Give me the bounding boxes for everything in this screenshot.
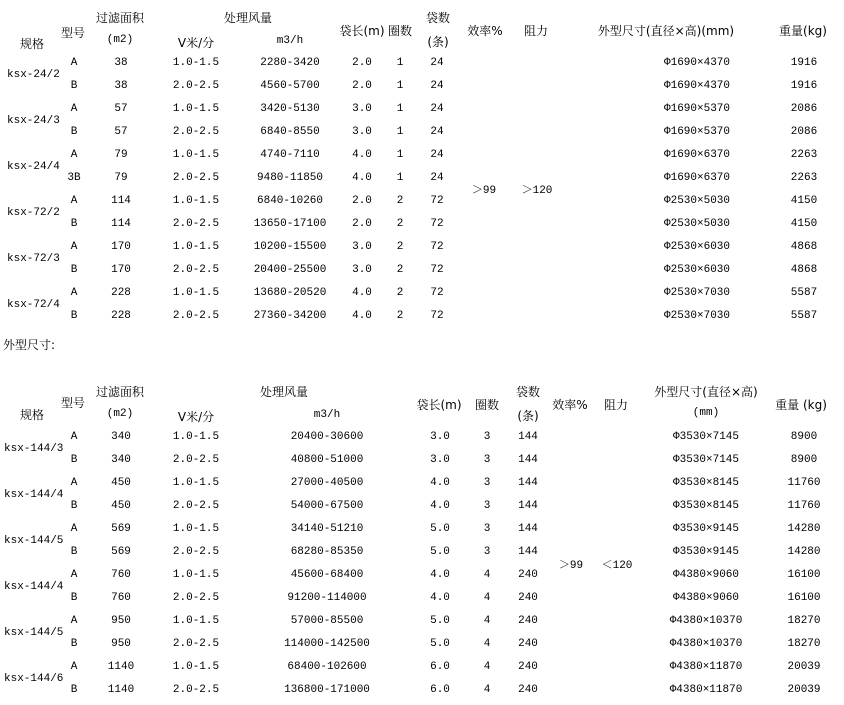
header-bag-count: 袋数 bbox=[515, 385, 541, 399]
bag-count-cell: 24 bbox=[430, 57, 444, 69]
bag-length-cell: 5.0 bbox=[430, 638, 450, 650]
bag-count-cell: 144 bbox=[518, 454, 538, 466]
model-cell: A bbox=[70, 431, 78, 443]
bag-count-cell: 72 bbox=[430, 264, 444, 276]
bag-count-cell: 24 bbox=[430, 126, 444, 138]
bag-length-cell: 3.0 bbox=[352, 264, 372, 276]
dimensions-cell: Φ3530×8145 bbox=[672, 477, 740, 489]
header-bag-length: 袋长(m) bbox=[339, 24, 385, 38]
header-bag-count-unit: (条) bbox=[517, 409, 539, 423]
velocity-cell: 2.0-2.5 bbox=[172, 218, 220, 230]
filter-area-cell: 450 bbox=[111, 477, 131, 489]
model-cell: B bbox=[70, 218, 78, 230]
weight-cell: 20039 bbox=[787, 661, 821, 673]
bag-count-cell: 24 bbox=[430, 103, 444, 115]
airflow-cell: 20400-30600 bbox=[290, 431, 364, 443]
header-velocity: V米/分 bbox=[177, 36, 215, 50]
header-rings: 圈数 bbox=[474, 398, 500, 412]
header-efficiency: 效率% bbox=[552, 398, 588, 412]
dimensions-cell: Φ3530×9145 bbox=[672, 523, 740, 535]
header-filter-area-unit: (m2) bbox=[106, 34, 134, 46]
weight-cell: 14280 bbox=[787, 546, 821, 558]
weight-cell: 14280 bbox=[787, 523, 821, 535]
airflow-cell: 9480-11850 bbox=[256, 172, 324, 184]
filter-area-cell: 760 bbox=[111, 592, 131, 604]
airflow-cell: 114000-142500 bbox=[284, 638, 370, 650]
airflow-cell: 13680-20520 bbox=[253, 287, 327, 299]
filter-area-cell: 114 bbox=[111, 218, 131, 230]
bag-length-cell: 5.0 bbox=[430, 523, 450, 535]
weight-cell: 2263 bbox=[790, 172, 818, 184]
velocity-cell: 2.0-2.5 bbox=[172, 454, 220, 466]
rings-cell: 2 bbox=[396, 218, 404, 230]
weight-cell: 5587 bbox=[790, 310, 818, 322]
model-cell: B bbox=[70, 546, 78, 558]
model-cell: B bbox=[70, 500, 78, 512]
header-weight: 重量 (kg) bbox=[775, 398, 827, 412]
rings-cell: 4 bbox=[483, 638, 491, 650]
airflow-cell: 20400-25500 bbox=[253, 264, 327, 276]
bag-length-cell: 4.0 bbox=[352, 149, 372, 161]
spec-label: ksx-72/4 bbox=[7, 298, 60, 311]
airflow-cell: 27000-40500 bbox=[290, 477, 364, 489]
header-airflow-unit: m3/h bbox=[276, 35, 304, 47]
rings-cell: 1 bbox=[396, 57, 404, 69]
airflow-cell: 136800-171000 bbox=[284, 684, 370, 696]
rings-cell: 3 bbox=[483, 431, 491, 443]
velocity-cell: 1.0-1.5 bbox=[172, 431, 220, 443]
weight-cell: 4868 bbox=[790, 264, 818, 276]
header-bag-length: 袋长(m) bbox=[416, 398, 462, 412]
header-bag-count: 袋数 bbox=[425, 11, 451, 25]
velocity-cell: 2.0-2.5 bbox=[172, 264, 220, 276]
dimensions-cell: Φ3530×7145 bbox=[672, 454, 740, 466]
model-cell: A bbox=[70, 477, 78, 489]
model-cell: B bbox=[70, 684, 78, 696]
velocity-cell: 1.0-1.5 bbox=[172, 287, 220, 299]
bag-length-cell: 2.0 bbox=[352, 80, 372, 92]
weight-cell: 16100 bbox=[787, 569, 821, 581]
filter-area-cell: 228 bbox=[111, 287, 131, 299]
model-cell: A bbox=[70, 103, 78, 115]
dimensions-cell: Φ1690×5370 bbox=[663, 103, 731, 115]
rings-cell: 2 bbox=[396, 264, 404, 276]
rings-cell: 4 bbox=[483, 615, 491, 627]
weight-cell: 2086 bbox=[790, 103, 818, 115]
weight-cell: 16100 bbox=[787, 592, 821, 604]
bag-length-cell: 2.0 bbox=[352, 195, 372, 207]
bag-count-cell: 144 bbox=[518, 523, 538, 535]
bag-count-cell: 24 bbox=[430, 80, 444, 92]
bag-length-cell: 5.0 bbox=[430, 546, 450, 558]
airflow-cell: 6840-10260 bbox=[256, 195, 324, 207]
dimensions-cell: Φ4380×9060 bbox=[672, 569, 740, 581]
model-cell: B bbox=[70, 264, 78, 276]
dimensions-cell: Φ1690×5370 bbox=[663, 126, 731, 138]
filter-area-cell: 1140 bbox=[107, 661, 135, 673]
bag-length-cell: 4.0 bbox=[430, 500, 450, 512]
airflow-cell: 3420-5130 bbox=[260, 103, 320, 115]
model-cell: A bbox=[70, 195, 78, 207]
velocity-cell: 2.0-2.5 bbox=[172, 638, 220, 650]
filter-area-cell: 79 bbox=[114, 172, 128, 184]
weight-cell: 11760 bbox=[787, 477, 821, 489]
dimensions-cell: Φ4380×11870 bbox=[669, 661, 743, 673]
bag-count-cell: 72 bbox=[430, 195, 444, 207]
model-cell: A bbox=[70, 523, 78, 535]
bag-length-cell: 6.0 bbox=[430, 661, 450, 673]
airflow-cell: 6840-8550 bbox=[260, 126, 320, 138]
filter-area-cell: 340 bbox=[111, 431, 131, 443]
filter-area-cell: 114 bbox=[111, 195, 131, 207]
dimensions-cell: Φ1690×4370 bbox=[663, 57, 731, 69]
rings-cell: 2 bbox=[396, 287, 404, 299]
efficiency-value: ＞99 bbox=[558, 560, 584, 572]
bag-length-cell: 4.0 bbox=[430, 592, 450, 604]
bag-length-cell: 4.0 bbox=[352, 310, 372, 322]
model-cell: B bbox=[70, 592, 78, 604]
header-filter-area: 过滤面积 bbox=[95, 11, 145, 25]
dimensions-cell: Φ2530×7030 bbox=[663, 310, 731, 322]
airflow-cell: 57000-85500 bbox=[290, 615, 364, 627]
weight-cell: 1916 bbox=[790, 57, 818, 69]
rings-cell: 4 bbox=[483, 592, 491, 604]
weight-cell: 11760 bbox=[787, 500, 821, 512]
filter-area-cell: 950 bbox=[111, 638, 131, 650]
filter-area-cell: 450 bbox=[111, 500, 131, 512]
bag-length-cell: 3.0 bbox=[352, 241, 372, 253]
rings-cell: 1 bbox=[396, 149, 404, 161]
bag-count-cell: 240 bbox=[518, 615, 538, 627]
model-cell: A bbox=[70, 615, 78, 627]
header-bag-count-unit: (条) bbox=[427, 35, 449, 49]
velocity-cell: 1.0-1.5 bbox=[172, 477, 220, 489]
model-cell: B bbox=[70, 454, 78, 466]
resistance-value: ＞120 bbox=[521, 185, 553, 197]
header-velocity: V米/分 bbox=[177, 410, 215, 424]
spec-label: ksx-72/2 bbox=[7, 206, 60, 219]
weight-cell: 20039 bbox=[787, 684, 821, 696]
airflow-cell: 40800-51000 bbox=[290, 454, 364, 466]
model-cell: A bbox=[70, 57, 78, 69]
header-efficiency: 效率% bbox=[467, 24, 503, 38]
velocity-cell: 2.0-2.5 bbox=[172, 126, 220, 138]
filter-area-cell: 170 bbox=[111, 241, 131, 253]
dimensions-cell: Φ4380×11870 bbox=[669, 684, 743, 696]
airflow-cell: 68400-102600 bbox=[287, 661, 367, 673]
spec-label: ksx-144/4 bbox=[4, 580, 64, 593]
rings-cell: 3 bbox=[483, 477, 491, 489]
spec-label: ksx-144/4 bbox=[4, 488, 64, 501]
velocity-cell: 1.0-1.5 bbox=[172, 103, 220, 115]
header-airflow: 处理风量 bbox=[259, 385, 309, 399]
filter-area-cell: 569 bbox=[111, 546, 131, 558]
dimensions-cell: Φ1690×4370 bbox=[663, 80, 731, 92]
filter-area-cell: 38 bbox=[114, 57, 128, 69]
model-cell: A bbox=[70, 661, 78, 673]
rings-cell: 4 bbox=[483, 569, 491, 581]
weight-cell: 1916 bbox=[790, 80, 818, 92]
filter-area-cell: 228 bbox=[111, 310, 131, 322]
rings-cell: 1 bbox=[396, 172, 404, 184]
bag-length-cell: 4.0 bbox=[430, 569, 450, 581]
spec-label: ksx-24/3 bbox=[7, 114, 60, 127]
airflow-cell: 45600-68400 bbox=[290, 569, 364, 581]
model-cell: 3B bbox=[67, 172, 81, 184]
velocity-cell: 1.0-1.5 bbox=[172, 241, 220, 253]
spec-label: ksx-144/3 bbox=[4, 442, 64, 455]
header-airflow: 处理风量 bbox=[223, 11, 273, 25]
airflow-cell: 2280-3420 bbox=[260, 57, 320, 69]
weight-cell: 5587 bbox=[790, 287, 818, 299]
header-resistance: 阻力 bbox=[523, 24, 549, 38]
velocity-cell: 2.0-2.5 bbox=[172, 80, 220, 92]
dimensions-cell: Φ4380×10370 bbox=[669, 638, 743, 650]
model-cell: B bbox=[70, 638, 78, 650]
weight-cell: 4150 bbox=[790, 218, 818, 230]
bag-length-cell: 3.0 bbox=[430, 431, 450, 443]
header-model: 型号 bbox=[60, 396, 86, 410]
header-weight: 重量(kg) bbox=[779, 24, 827, 38]
bag-length-cell: 4.0 bbox=[430, 477, 450, 489]
spec-label: ksx-144/6 bbox=[4, 672, 64, 685]
airflow-cell: 13650-17100 bbox=[253, 218, 327, 230]
header-resistance: 阻力 bbox=[603, 398, 629, 412]
rings-cell: 1 bbox=[396, 103, 404, 115]
model-cell: A bbox=[70, 569, 78, 581]
rings-cell: 2 bbox=[396, 241, 404, 253]
velocity-cell: 1.0-1.5 bbox=[172, 569, 220, 581]
rings-cell: 3 bbox=[483, 523, 491, 535]
airflow-cell: 10200-15500 bbox=[253, 241, 327, 253]
bag-count-cell: 144 bbox=[518, 431, 538, 443]
header-filter-area: 过滤面积 bbox=[95, 385, 145, 399]
dimensions-cell: Φ2530×6030 bbox=[663, 241, 731, 253]
spec-label: ksx-24/2 bbox=[7, 68, 60, 81]
rings-cell: 1 bbox=[396, 80, 404, 92]
weight-cell: 2263 bbox=[790, 149, 818, 161]
bag-count-cell: 240 bbox=[518, 684, 538, 696]
rings-cell: 3 bbox=[483, 454, 491, 466]
velocity-cell: 2.0-2.5 bbox=[172, 546, 220, 558]
bag-length-cell: 4.0 bbox=[352, 172, 372, 184]
section-label-dimensions: 外型尺寸: bbox=[3, 338, 56, 352]
model-cell: A bbox=[70, 241, 78, 253]
weight-cell: 18270 bbox=[787, 638, 821, 650]
bag-count-cell: 240 bbox=[518, 569, 538, 581]
dimensions-cell: Φ2530×6030 bbox=[663, 264, 731, 276]
header-rings: 圈数 bbox=[387, 24, 413, 38]
dimensions-cell: Φ3530×7145 bbox=[672, 431, 740, 443]
bag-length-cell: 2.0 bbox=[352, 57, 372, 69]
bag-count-cell: 72 bbox=[430, 287, 444, 299]
filter-area-cell: 569 bbox=[111, 523, 131, 535]
weight-cell: 8900 bbox=[790, 454, 818, 466]
spec-label: ksx-144/5 bbox=[4, 626, 64, 639]
header-dimensions-unit: (mm) bbox=[692, 407, 720, 419]
bag-length-cell: 3.0 bbox=[430, 454, 450, 466]
header-dimensions: 外型尺寸(直径×高) bbox=[654, 385, 758, 399]
bag-length-cell: 2.0 bbox=[352, 218, 372, 230]
bag-length-cell: 3.0 bbox=[352, 103, 372, 115]
bag-count-cell: 72 bbox=[430, 218, 444, 230]
velocity-cell: 1.0-1.5 bbox=[172, 523, 220, 535]
weight-cell: 4868 bbox=[790, 241, 818, 253]
bag-count-cell: 144 bbox=[518, 546, 538, 558]
efficiency-value: ＞99 bbox=[471, 185, 497, 197]
dimensions-cell: Φ2530×7030 bbox=[663, 287, 731, 299]
model-cell: A bbox=[70, 287, 78, 299]
filter-area-cell: 950 bbox=[111, 615, 131, 627]
dimensions-cell: Φ4380×9060 bbox=[672, 592, 740, 604]
spec-label: ksx-24/4 bbox=[7, 160, 60, 173]
bag-count-cell: 72 bbox=[430, 310, 444, 322]
airflow-cell: 4560-5700 bbox=[260, 80, 320, 92]
filter-area-cell: 340 bbox=[111, 454, 131, 466]
bag-count-cell: 24 bbox=[430, 172, 444, 184]
weight-cell: 2086 bbox=[790, 126, 818, 138]
velocity-cell: 1.0-1.5 bbox=[172, 195, 220, 207]
bag-length-cell: 5.0 bbox=[430, 615, 450, 627]
filter-area-cell: 1140 bbox=[107, 684, 135, 696]
airflow-cell: 54000-67500 bbox=[290, 500, 364, 512]
weight-cell: 18270 bbox=[787, 615, 821, 627]
bag-count-cell: 240 bbox=[518, 592, 538, 604]
model-cell: B bbox=[70, 126, 78, 138]
bag-length-cell: 3.0 bbox=[352, 126, 372, 138]
dimensions-cell: Φ3530×9145 bbox=[672, 546, 740, 558]
bag-count-cell: 240 bbox=[518, 661, 538, 673]
dimensions-cell: Φ1690×6370 bbox=[663, 149, 731, 161]
dimensions-cell: Φ1690×6370 bbox=[663, 172, 731, 184]
rings-cell: 4 bbox=[483, 661, 491, 673]
velocity-cell: 2.0-2.5 bbox=[172, 592, 220, 604]
rings-cell: 2 bbox=[396, 310, 404, 322]
velocity-cell: 1.0-1.5 bbox=[172, 57, 220, 69]
bag-length-cell: 6.0 bbox=[430, 684, 450, 696]
filter-area-cell: 38 bbox=[114, 80, 128, 92]
filter-area-cell: 760 bbox=[111, 569, 131, 581]
model-cell: B bbox=[70, 80, 78, 92]
bag-count-cell: 144 bbox=[518, 500, 538, 512]
velocity-cell: 2.0-2.5 bbox=[172, 310, 220, 322]
filter-area-cell: 79 bbox=[114, 149, 128, 161]
dimensions-cell: Φ3530×8145 bbox=[672, 500, 740, 512]
velocity-cell: 1.0-1.5 bbox=[172, 149, 220, 161]
rings-cell: 2 bbox=[396, 195, 404, 207]
velocity-cell: 2.0-2.5 bbox=[172, 172, 220, 184]
velocity-cell: 2.0-2.5 bbox=[172, 500, 220, 512]
dimensions-cell: Φ2530×5030 bbox=[663, 218, 731, 230]
bag-count-cell: 144 bbox=[518, 477, 538, 489]
airflow-cell: 34140-51210 bbox=[290, 523, 364, 535]
velocity-cell: 1.0-1.5 bbox=[172, 661, 220, 673]
filter-area-cell: 57 bbox=[114, 103, 128, 115]
weight-cell: 8900 bbox=[790, 431, 818, 443]
filter-area-cell: 57 bbox=[114, 126, 128, 138]
model-cell: A bbox=[70, 149, 78, 161]
airflow-cell: 4740-7110 bbox=[260, 149, 320, 161]
velocity-cell: 2.0-2.5 bbox=[172, 684, 220, 696]
airflow-cell: 91200-114000 bbox=[287, 592, 367, 604]
airflow-cell: 68280-85350 bbox=[290, 546, 364, 558]
header-spec: 规格 bbox=[19, 408, 45, 422]
resistance-value: ＜120 bbox=[601, 560, 633, 572]
header-spec: 规格 bbox=[19, 37, 45, 51]
bag-count-cell: 24 bbox=[430, 149, 444, 161]
weight-cell: 4150 bbox=[790, 195, 818, 207]
velocity-cell: 1.0-1.5 bbox=[172, 615, 220, 627]
rings-cell: 1 bbox=[396, 126, 404, 138]
header-filter-area-unit: (m2) bbox=[106, 408, 134, 420]
rings-cell: 4 bbox=[483, 684, 491, 696]
header-airflow-unit: m3/h bbox=[313, 409, 341, 421]
filter-area-cell: 170 bbox=[111, 264, 131, 276]
header-model: 型号 bbox=[60, 26, 86, 40]
bag-count-cell: 240 bbox=[518, 638, 538, 650]
spec-label: ksx-144/5 bbox=[4, 534, 64, 547]
dimensions-cell: Φ4380×10370 bbox=[669, 615, 743, 627]
bag-count-cell: 72 bbox=[430, 241, 444, 253]
airflow-cell: 27360-34200 bbox=[253, 310, 327, 322]
rings-cell: 3 bbox=[483, 500, 491, 512]
rings-cell: 3 bbox=[483, 546, 491, 558]
model-cell: B bbox=[70, 310, 78, 322]
bag-length-cell: 4.0 bbox=[352, 287, 372, 299]
spec-label: ksx-72/3 bbox=[7, 252, 60, 265]
dimensions-cell: Φ2530×5030 bbox=[663, 195, 731, 207]
header-dimensions: 外型尺寸(直径×高)(mm) bbox=[597, 24, 735, 38]
